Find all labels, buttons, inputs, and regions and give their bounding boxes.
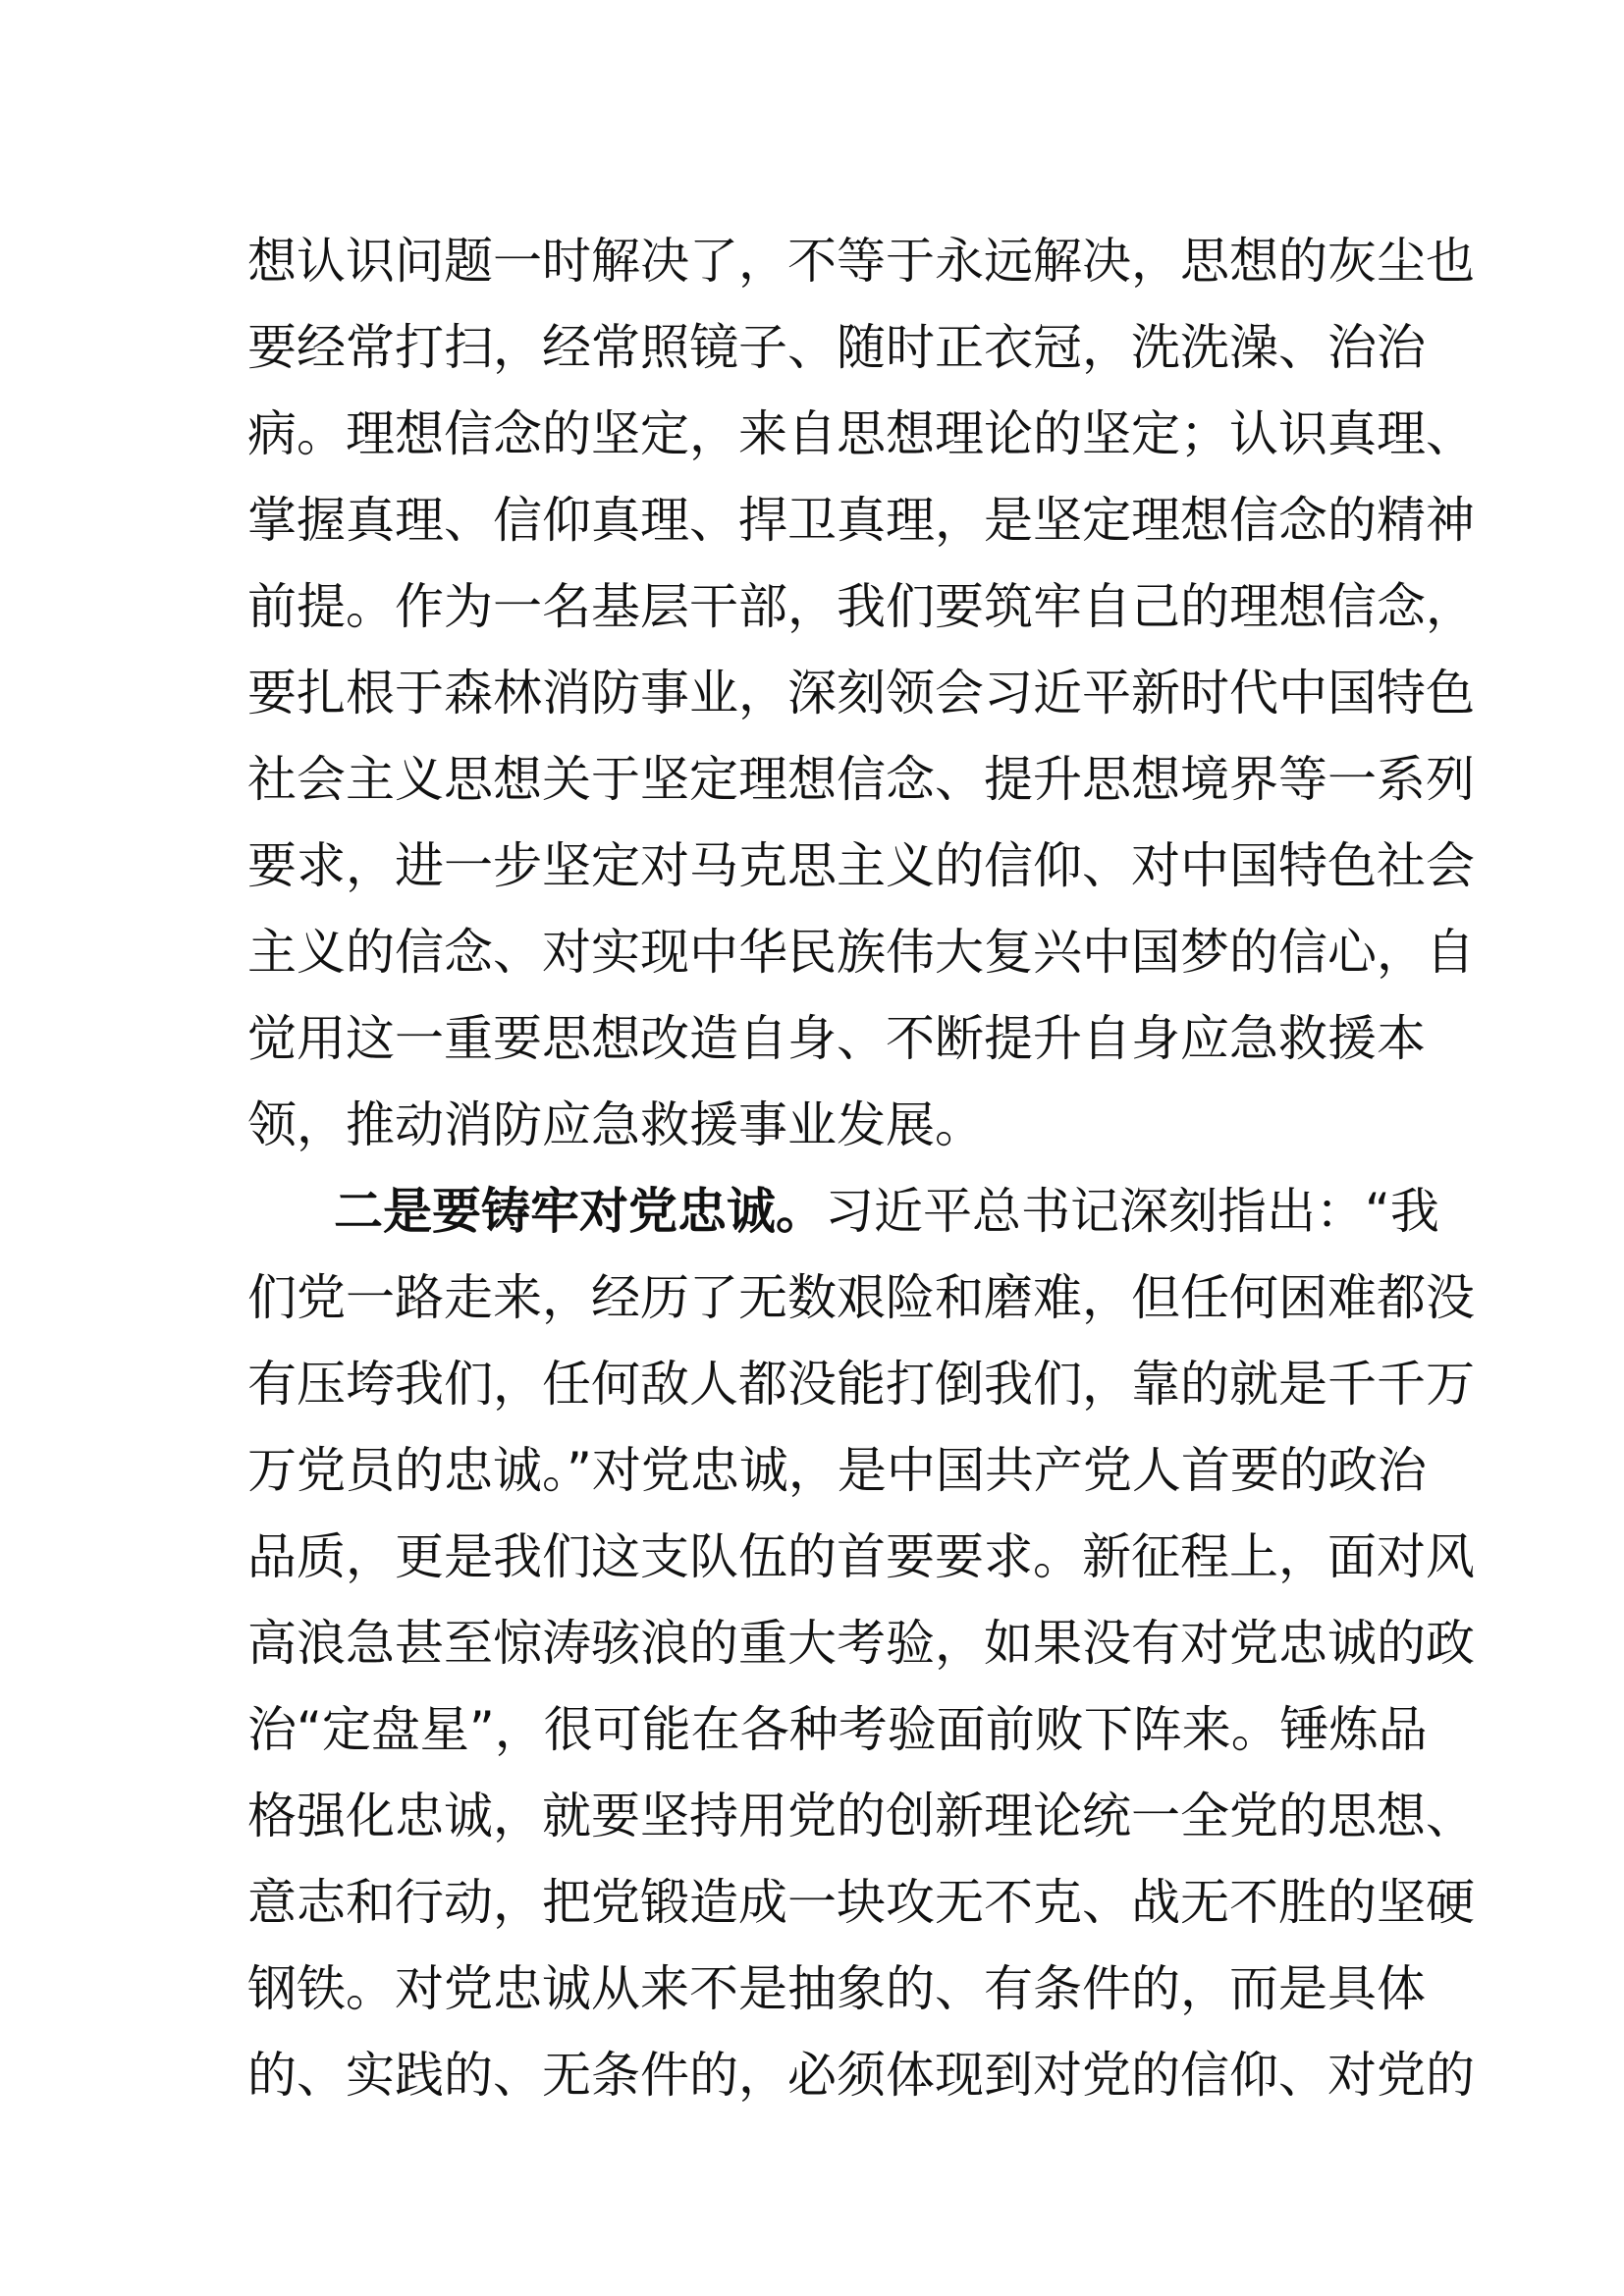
text-line: 想认识问题一时解决了，不等于永远解决，思想的灰尘也	[247, 233, 1475, 290]
text-line: 格强化忠诚，就要坚持用党的创新理论统一全党的思想、	[247, 1788, 1475, 1844]
text-line: 掌握真理、信仰真理、捍卫真理，是坚定理想信念的精神	[247, 492, 1475, 549]
text-run: 习近平总书记深刻指出：“我	[825, 1183, 1439, 1240]
text-line: 要扎根于森林消防事业，深刻领会习近平新时代中国特色	[247, 665, 1475, 721]
paragraph-first-line	[247, 1168, 1439, 1255]
text-line: 要经常打扫，经常照镜子、随时正衣冠，洗洗澡、治治	[247, 319, 1426, 376]
text-line: 病。理想信念的坚定，来自思想理论的坚定；认识真理、	[247, 405, 1475, 462]
paragraph-loyalty	[247, 1168, 1475, 2118]
text-line: 有压垮我们，任何敌人都没能打倒我们，靠的就是千千万	[247, 1356, 1475, 1413]
text-line: 觉用这一重要思想改造自身、不断提升自身应急救援本	[247, 1010, 1426, 1067]
text-line: 社会主义思想关于坚定理想信念、提升思想境界等一系列	[247, 751, 1475, 808]
text-line: 治“定盘星”，很可能在各种考验面前败下阵来。锤炼品	[247, 1701, 1428, 1758]
text-line: 高浪急甚至惊涛骇浪的重大考验，如果没有对党忠诚的政	[247, 1615, 1475, 1672]
text-line: 领，推动消防应急救援事业发展。	[247, 1096, 984, 1153]
text-line: 品质，更是我们这支队伍的首要要求。新征程上，面对风	[247, 1528, 1475, 1585]
document-body	[247, 218, 1475, 2118]
text-line: 要求，进一步坚定对马克思主义的信仰、对中国特色社会	[247, 837, 1475, 894]
text-line: 主义的信念、对实现中华民族伟大复兴中国梦的信心，自	[247, 924, 1475, 981]
text-line: 前提。作为一名基层干部，我们要筑牢自己的理想信念，	[247, 578, 1475, 635]
paragraph-ideals	[247, 218, 1475, 1168]
text-line: 钢铁。对党忠诚从来不是抽象的、有条件的，而是具体	[247, 1960, 1426, 2017]
text-line: 的、实践的、无条件的，必须体现到对党的信仰、对党的	[247, 2047, 1475, 2104]
text-line: 意志和行动，把党锻造成一块攻无不克、战无不胜的坚硬	[247, 1874, 1475, 1931]
text-line: 们党一路走来，经历了无数艰险和磨难，但任何困难都没	[247, 1269, 1475, 1326]
text-line: 万党员的忠诚。”对党忠诚，是中国共产党人首要的政治	[247, 1442, 1427, 1499]
section-heading: 二是要铸牢对党忠诚。	[334, 1183, 825, 1240]
